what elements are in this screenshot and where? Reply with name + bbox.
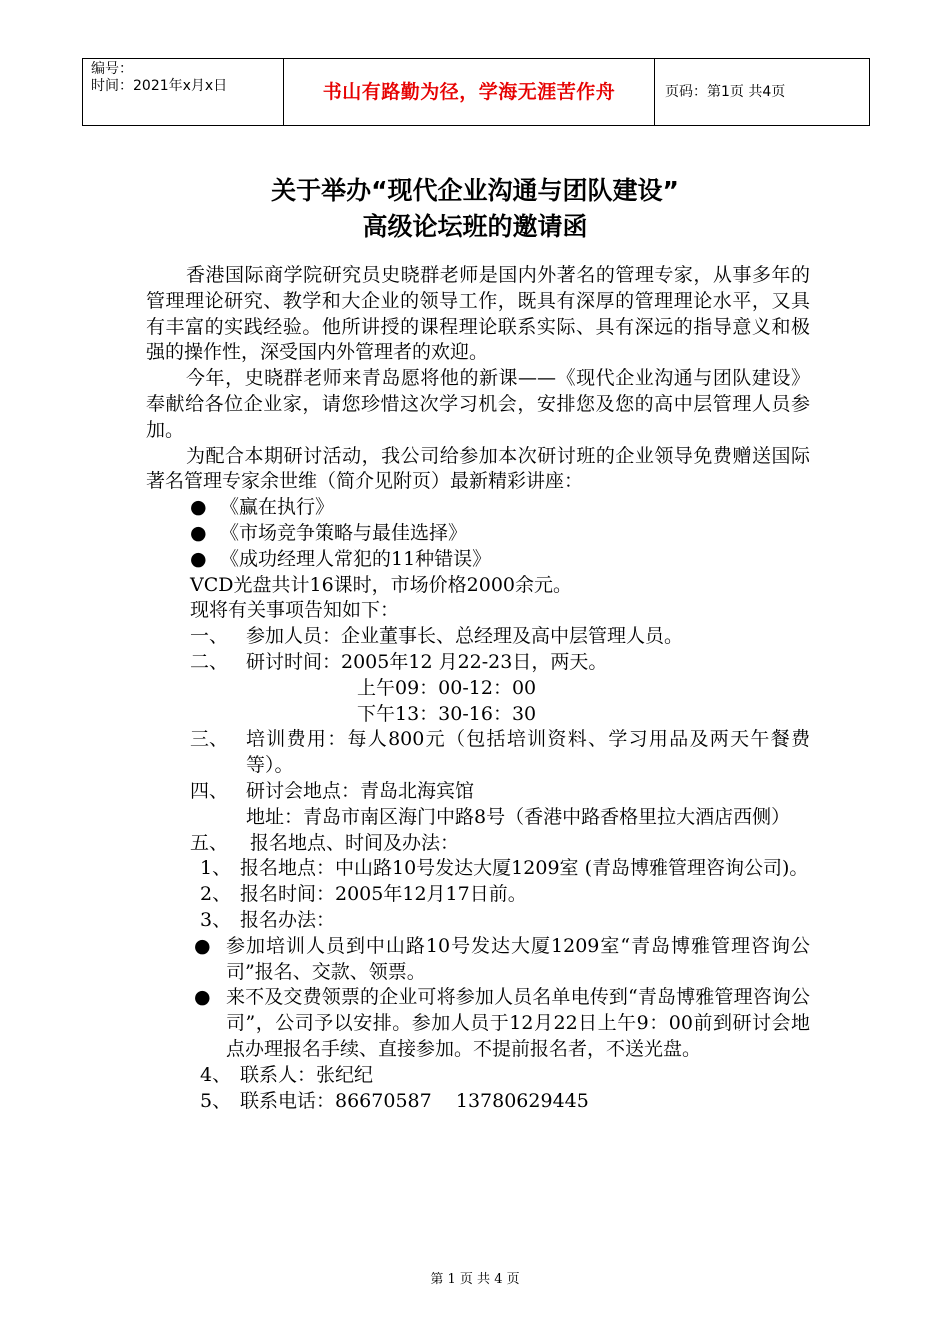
bullet-icon: ● — [194, 934, 211, 957]
bullet-icon: ● — [194, 986, 211, 1009]
bullet-icon: ● — [190, 496, 207, 519]
sub-item-5: 5、 联系电话：86670587 13780629445 — [200, 1089, 589, 1112]
lecture-item: ● 《成功经理人常犯的11种错误》 — [146, 547, 810, 573]
header-table — [82, 58, 870, 126]
item-4-address: 地址：青岛市南区海门中路8号（香港中路香格里拉大酒店西侧） — [246, 805, 791, 828]
sub-item-3: 3、 报名办法： — [200, 908, 336, 931]
page-footer: 第 1 页 共 4 页 — [430, 1272, 520, 1287]
item-3: 三、 培训费用：每人800元（包括培训资料、学习用品及两天午餐费等）。 — [190, 728, 810, 777]
item-4: 四、 研讨会地点：青岛北海宾馆 — [190, 779, 475, 802]
notice-intro: 现将有关事项告知如下： — [190, 599, 400, 622]
header-motto: 书山有路勤为径，学海无涯苦作舟 — [284, 59, 655, 125]
header-page-label: 页码：第1页 共4页 — [665, 83, 786, 100]
item-1: 一、 参加人员：企业董事长、总经理及高中层管理人员。 — [190, 625, 684, 648]
vcd-note: VCD光盘共计16课时，市场价格2000余元。 — [190, 573, 573, 596]
time-label: 时间：2021年x月x日 — [91, 78, 228, 94]
sub-item-1: 1、 报名地点：中山路10号发达大厦1209室 (青岛博雅管理咨询公司)。 — [200, 857, 809, 880]
item-5: 五、 报名地点、时间及办法： — [190, 831, 460, 854]
header-info-cell — [83, 59, 284, 125]
paragraph-3: 为配合本期研讨活动，我公司给参加本次研讨班的企业领导免费赠送国际著名管理专家余世维（简介见附页）最新精彩讲座： — [146, 444, 810, 493]
bullet-icon: ● — [190, 547, 207, 570]
method-bullet-2: ● 来不及交费领票的企业可将参加人员名单电传到“青岛博雅管理咨询公司”，公司予以安排。参加人员于12月22日上午9：00前到研讨会地点办理报名手续、直接参加。不提前报名者，不送光盘。 — [146, 985, 810, 1062]
paragraph-2: 今年，史晓群老师来青岛愿将他的新课——《现代企业沟通与团队建设》奉献给各位企业家，请您珍惜这次学习机会，安排您及您的高中层管理人员参加。 — [146, 367, 810, 441]
title-line-2: 高级论坛班的邀请函 — [362, 212, 588, 241]
letter-body — [146, 263, 810, 1114]
item-2: 二、 研讨时间：2005年12 月22-23日，两天。 — [190, 650, 608, 673]
sub-item-4: 4、 联系人：张纪纪 — [200, 1063, 374, 1086]
serial-label: 编号： — [91, 61, 133, 77]
sub-item-2: 2、 报名时间：2005年12月17日前。 — [200, 883, 527, 906]
title-line-1: 关于举办“现代企业沟通与团队建设” — [271, 176, 679, 205]
method-bullet-1: ● 参加培训人员到中山路10号发达大厦1209室“青岛博雅管理咨询公司”报名、交款、领票。 — [146, 934, 810, 986]
lecture-item: ● 《市场竞争策略与最佳选择》 — [146, 521, 810, 547]
item-2-morning: 上午09：00-12：00 — [357, 676, 537, 699]
bullet-icon: ● — [190, 521, 207, 544]
paragraph-1: 香港国际商学院研究员史晓群老师是国内外著名的管理专家，从事多年的管理理论研究、教学和大企业的领导工作，既具有深厚的管理理论水平，又具有丰富的实践经验。他所讲授的课程理论联系实际、具有深远的指导意义和极强的操作性，深受国内外管理者的欢迎。 — [146, 264, 810, 364]
lecture-item: ● 《赢在执行》 — [146, 495, 810, 521]
item-2-afternoon: 下午13：30-16：30 — [357, 702, 537, 725]
